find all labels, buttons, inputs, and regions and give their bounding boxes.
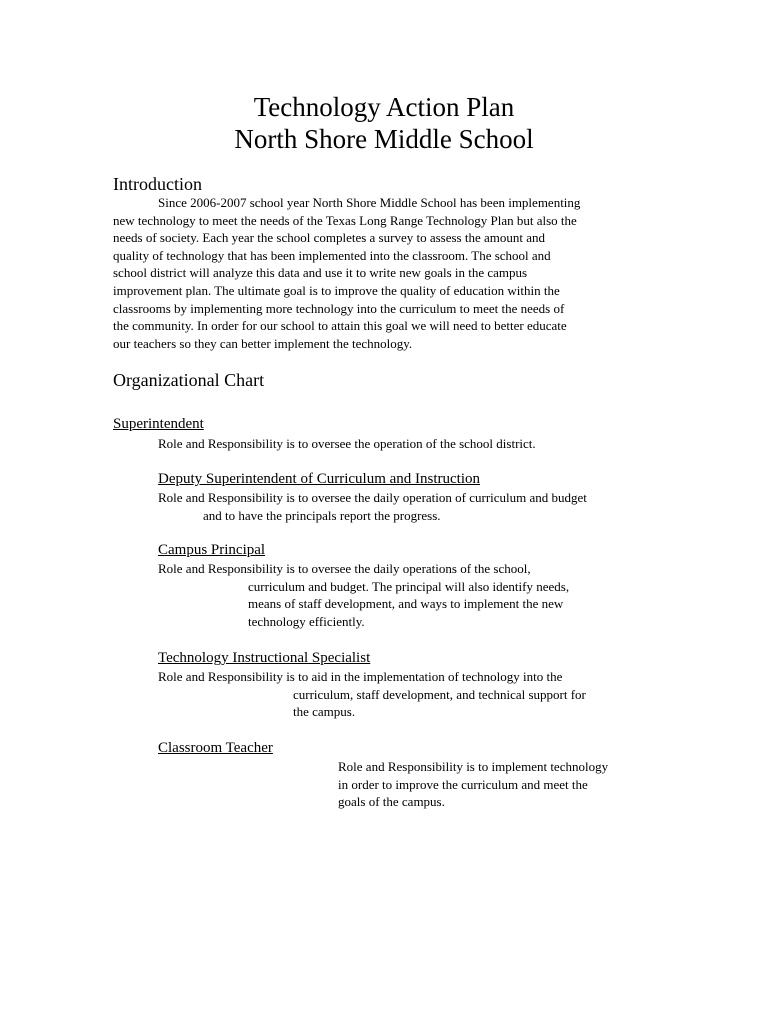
introduction-heading: Introduction xyxy=(113,174,202,194)
role-description-line: curriculum, staff development, and technical support for xyxy=(293,686,586,702)
introduction-line: our teachers so they can better implement the technology. xyxy=(113,335,413,351)
role-description-line: means of staff development, and ways to implement the new xyxy=(248,596,564,612)
role-description-line: goals of the campus. xyxy=(338,794,445,810)
role-description-line: in order to improve the curriculum and meet the xyxy=(338,776,588,792)
introduction-line: new technology to meet the needs of the Texas Long Range Technology Plan but also the xyxy=(113,212,577,228)
role-description-line: Role and Responsibility is to aid in the implementation of technology into the xyxy=(158,669,563,684)
document-title-line-2: North Shore Middle School xyxy=(234,124,534,154)
role-title-superintendent: Superintendent xyxy=(113,416,204,432)
role-title-deputy-superintendent: Deputy Superintendent of Curriculum and Instruction xyxy=(158,471,481,487)
role-description-line: Role and Responsibility is to oversee the daily operation of curriculum and budget xyxy=(158,490,587,505)
role-description-deputy-superintendent xyxy=(158,489,587,524)
role-description-classroom-teacher xyxy=(338,758,608,811)
role-description-line: Role and Responsibility is to implement technology xyxy=(338,759,609,774)
role-description-technology-instructional-specialist xyxy=(158,668,586,721)
role-title-technology-instructional-specialist: Technology Instructional Specialist xyxy=(158,650,371,666)
role-description-line: Role and Responsibility is to oversee the daily operations of the school, xyxy=(158,561,531,576)
introduction-line: Since 2006-2007 school year North Shore Middle School has been implementing xyxy=(158,195,581,210)
introduction-line: quality of technology that has been implemented into the classroom. The school and xyxy=(113,247,551,263)
role-description-campus-principal xyxy=(158,560,569,630)
introduction-line: the community. In order for our school to attain this goal we will need to better educate xyxy=(113,318,567,334)
role-description-line: technology efficiently. xyxy=(248,613,365,629)
document-title-line-1: Technology Action Plan xyxy=(253,92,515,122)
introduction-line: needs of society. Each year the school completes a survey to assess the amount and xyxy=(113,230,545,246)
role-description-line: the campus. xyxy=(293,704,356,720)
role-description-line: curriculum and budget. The principal will also identify needs, xyxy=(248,578,570,594)
role-description-superintendent xyxy=(158,435,536,453)
introduction-line: classrooms by implementing more technology into the curriculum to meet the needs of xyxy=(113,300,565,316)
role-title-campus-principal: Campus Principal xyxy=(158,542,266,558)
introduction-paragraph xyxy=(113,194,580,352)
organizational-chart-heading: Organizational Chart xyxy=(113,370,265,390)
role-title-classroom-teacher: Classroom Teacher xyxy=(158,740,273,756)
introduction-line: school district will analyze this data and use it to write new goals in the campus xyxy=(113,265,528,281)
role-description-line: and to have the principals report the progress. xyxy=(203,507,441,523)
role-description-line: Role and Responsibility is to oversee the operation of the school district. xyxy=(158,436,536,451)
introduction-line: improvement plan. The ultimate goal is to improve the quality of education within the xyxy=(113,282,560,298)
